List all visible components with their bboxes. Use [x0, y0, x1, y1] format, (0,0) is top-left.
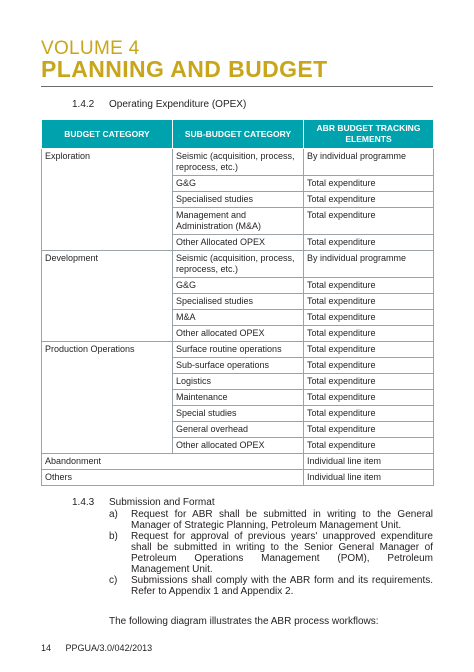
- column-header-sub-budget-category: SUB-BUDGET CATEGORY: [173, 120, 304, 149]
- list-item-text: Submissions shall comply with the ABR form and its requirements. Refer to Appendix 1 and Appendix 2.: [131, 575, 433, 597]
- tracking-cell: Total expenditure: [304, 310, 434, 326]
- sub-category-cell: Other Allocated OPEX: [173, 235, 304, 251]
- list-item-label: a): [109, 509, 118, 520]
- sub-category-cell: Seismic (acquisition, process, reprocess, etc.): [173, 251, 304, 278]
- document-code: PPGUA/3.0/042/2013: [65, 643, 153, 653]
- tracking-cell: Total expenditure: [304, 235, 434, 251]
- sub-category-cell: Logistics: [173, 374, 304, 390]
- tracking-cell: Total expenditure: [304, 294, 434, 310]
- category-cell: Abandonment: [42, 454, 304, 470]
- page-footer: [41, 643, 152, 653]
- sub-category-cell: Other allocated OPEX: [173, 326, 304, 342]
- volume-label: VOLUME 4: [41, 38, 140, 59]
- sub-category-cell: Management and Administration (M&A): [173, 208, 304, 235]
- sub-category-cell: Specialised studies: [173, 192, 304, 208]
- table-header-row: [42, 120, 434, 149]
- tracking-cell: Total expenditure: [304, 192, 434, 208]
- sub-category-cell: Other allocated OPEX: [173, 438, 304, 454]
- section-title: Submission and Format: [109, 497, 215, 508]
- tracking-cell: Individual line item: [304, 454, 434, 470]
- list-item: [109, 531, 433, 575]
- section-title: Operating Expenditure (OPEX): [109, 99, 247, 110]
- sub-category-cell: G&G: [173, 278, 304, 294]
- table-row: [42, 251, 434, 278]
- sub-category-cell: Maintenance: [173, 390, 304, 406]
- diagram-intro-text: The following diagram illustrates the ABR process workflows:: [109, 616, 379, 627]
- list-item-text: Request for ABR shall be submitted in writing to the General Manager of Strategic Planning, Petroleum Management Unit.: [131, 509, 433, 531]
- tracking-cell: By individual programme: [304, 149, 434, 176]
- sub-category-cell: Surface routine operations: [173, 342, 304, 358]
- tracking-cell: Total expenditure: [304, 326, 434, 342]
- sub-category-cell: Specialised studies: [173, 294, 304, 310]
- list-item: [109, 509, 433, 531]
- category-cell: Others: [42, 470, 304, 486]
- section-number: 1.4.2: [72, 99, 95, 110]
- page-title: PLANNING AND BUDGET: [41, 56, 328, 82]
- table-row: [42, 149, 434, 176]
- sub-category-cell: Seismic (acquisition, process, reprocess, etc.): [173, 149, 304, 176]
- tracking-cell: Total expenditure: [304, 342, 434, 358]
- sub-category-cell: Special studies: [173, 406, 304, 422]
- column-header-budget-category: BUDGET CATEGORY: [42, 120, 173, 149]
- page-number: 14: [41, 643, 52, 653]
- table-row: [42, 454, 434, 470]
- table-row: [42, 342, 434, 358]
- opex-table: [41, 119, 434, 486]
- tracking-cell: Total expenditure: [304, 406, 434, 422]
- tracking-cell: Total expenditure: [304, 278, 434, 294]
- section-number: 1.4.3: [72, 497, 95, 508]
- column-header-tracking-elements: ABR BUDGET TRACKING ELEMENTS: [304, 120, 434, 149]
- title-divider: [41, 86, 433, 87]
- tracking-cell: Total expenditure: [304, 390, 434, 406]
- sub-category-cell: Sub-surface operations: [173, 358, 304, 374]
- sub-category-cell: General overhead: [173, 422, 304, 438]
- table-row: [42, 470, 434, 486]
- tracking-cell: Total expenditure: [304, 176, 434, 192]
- tracking-cell: Total expenditure: [304, 374, 434, 390]
- category-cell: Production Operations: [42, 342, 173, 454]
- list-item: [109, 575, 433, 597]
- sub-category-cell: G&G: [173, 176, 304, 192]
- tracking-cell: Total expenditure: [304, 422, 434, 438]
- tracking-cell: Total expenditure: [304, 208, 434, 235]
- tracking-cell: Total expenditure: [304, 438, 434, 454]
- tracking-cell: By individual programme: [304, 251, 434, 278]
- list-item-text: Request for approval of previous years' unapproved expenditure shall be submitted in writing to the Senior General Manager of Petroleum Operations Management (POM), Petroleum Management Unit.: [131, 531, 433, 575]
- tracking-cell: Individual line item: [304, 470, 434, 486]
- sub-category-cell: M&A: [173, 310, 304, 326]
- submission-list: [109, 509, 433, 597]
- category-cell: Development: [42, 251, 173, 342]
- list-item-label: b): [109, 531, 118, 542]
- category-cell: Exploration: [42, 149, 173, 251]
- list-item-label: c): [109, 575, 118, 586]
- tracking-cell: Total expenditure: [304, 358, 434, 374]
